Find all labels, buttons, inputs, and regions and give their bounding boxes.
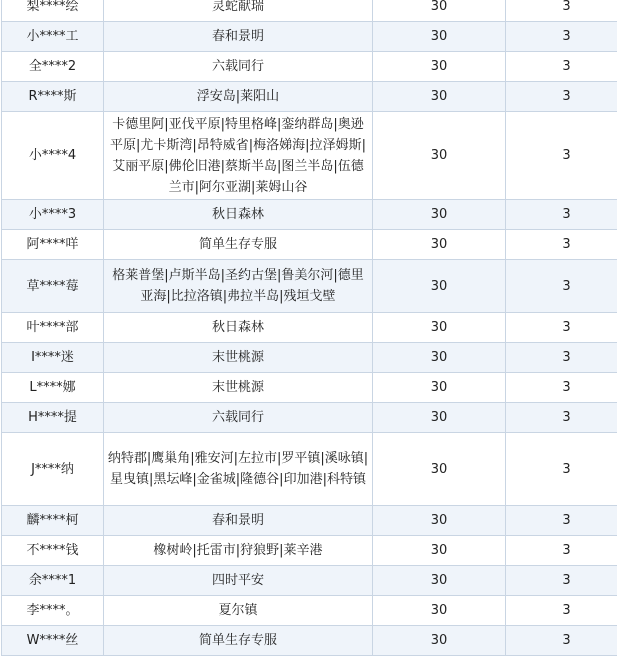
- value-a-cell: 30: [373, 22, 506, 52]
- map-list-cell: 六载同行: [104, 403, 373, 433]
- player-name-cell: 叶****部: [2, 313, 104, 343]
- table-row: [2, 433, 617, 506]
- map-list-cell: 春和景明: [104, 22, 373, 52]
- value-a-cell: 30: [373, 260, 506, 313]
- map-list-cell: 纳特郡|鹰巢角|雅安河|左拉市|罗平镇|溪咏镇|星曳镇|黑坛峰|金雀城|隆德谷|印加港|科特镇: [104, 433, 373, 506]
- value-a-cell: 30: [373, 0, 506, 22]
- value-a-cell: 30: [373, 52, 506, 82]
- player-name-cell: 不****钱: [2, 536, 104, 566]
- map-list-cell: 浮安岛|莱阳山: [104, 82, 373, 112]
- value-b-cell: 3: [506, 536, 617, 566]
- value-b-cell: 3: [506, 506, 617, 536]
- table-row: [2, 403, 617, 433]
- value-a-cell: 30: [373, 230, 506, 260]
- value-b-cell: 3: [506, 566, 617, 596]
- value-b-cell: 3: [506, 596, 617, 626]
- player-name-cell: 草****莓: [2, 260, 104, 313]
- map-list-cell: 夏尔镇: [104, 596, 373, 626]
- value-b-cell: 3: [506, 433, 617, 506]
- map-list-cell: 格莱普堡|卢斯半岛|圣约古堡|鲁美尔河|德里亚海|比拉洛镇|弗拉半岛|残垣戈壁: [104, 260, 373, 313]
- table-row: [2, 506, 617, 536]
- map-list-cell: 末世桃源: [104, 373, 373, 403]
- value-a-cell: 30: [373, 626, 506, 656]
- player-name-cell: 阿****咩: [2, 230, 104, 260]
- value-b-cell: 3: [506, 373, 617, 403]
- table-row: [2, 22, 617, 52]
- table-row: [2, 566, 617, 596]
- value-b-cell: 3: [506, 52, 617, 82]
- value-b-cell: 3: [506, 112, 617, 200]
- value-b-cell: 3: [506, 626, 617, 656]
- player-name-cell: W****丝: [2, 626, 104, 656]
- value-a-cell: 30: [373, 596, 506, 626]
- value-b-cell: 3: [506, 230, 617, 260]
- map-list-cell: 灵蛇献瑞: [104, 0, 373, 22]
- table-row: [2, 626, 617, 656]
- value-b-cell: 3: [506, 82, 617, 112]
- map-list-cell: 四时平安: [104, 566, 373, 596]
- value-b-cell: 3: [506, 313, 617, 343]
- map-list-cell: 简单生存专服: [104, 230, 373, 260]
- value-a-cell: 30: [373, 313, 506, 343]
- value-b-cell: 3: [506, 260, 617, 313]
- player-name-cell: L****娜: [2, 373, 104, 403]
- player-name-cell: 全****2: [2, 52, 104, 82]
- map-list-cell: 末世桃源: [104, 343, 373, 373]
- value-a-cell: 30: [373, 403, 506, 433]
- table-row: [2, 230, 617, 260]
- player-name-cell: 余****1: [2, 566, 104, 596]
- value-b-cell: 3: [506, 22, 617, 52]
- map-list-cell: 橡树岭|托雷市|狩狼野|莱辛港: [104, 536, 373, 566]
- player-name-cell: I****迷: [2, 343, 104, 373]
- map-list-cell: 秋日森林: [104, 313, 373, 343]
- player-name-cell: 麟****柯: [2, 506, 104, 536]
- value-a-cell: 30: [373, 566, 506, 596]
- player-name-cell: 小****3: [2, 200, 104, 230]
- value-b-cell: 3: [506, 403, 617, 433]
- table-row: [2, 52, 617, 82]
- table-row: [2, 313, 617, 343]
- value-a-cell: 30: [373, 343, 506, 373]
- player-name-cell: 小****工: [2, 22, 104, 52]
- reward-table-body: [2, 0, 617, 656]
- map-list-cell: 春和景明: [104, 506, 373, 536]
- value-b-cell: 3: [506, 0, 617, 22]
- table-row: [2, 596, 617, 626]
- value-a-cell: 30: [373, 373, 506, 403]
- table-row: [2, 0, 617, 22]
- map-list-cell: 秋日森林: [104, 200, 373, 230]
- table-row: [2, 260, 617, 313]
- map-list-cell: 六载同行: [104, 52, 373, 82]
- table-row: [2, 373, 617, 403]
- value-b-cell: 3: [506, 343, 617, 373]
- value-a-cell: 30: [373, 506, 506, 536]
- table-row: [2, 82, 617, 112]
- player-name-cell: J****纳: [2, 433, 104, 506]
- table-row: [2, 343, 617, 373]
- value-a-cell: 30: [373, 200, 506, 230]
- table-row: [2, 200, 617, 230]
- value-a-cell: 30: [373, 82, 506, 112]
- value-a-cell: 30: [373, 433, 506, 506]
- map-list-cell: 卡德里阿|亚伐平原|特里格峰|銮纳群岛|奥逊平原|尤卡斯湾|昂特威省|梅洛娣海|拉泽姆斯|艾丽平原|佛伦旧港|蔡斯半岛|图兰半岛|伍德兰市|阿尔亚湖|莱姆山谷: [104, 112, 373, 200]
- reward-table: [1, 0, 617, 656]
- value-a-cell: 30: [373, 112, 506, 200]
- player-name-cell: 李****。: [2, 596, 104, 626]
- table-row: [2, 112, 617, 200]
- player-name-cell: 梨****绘: [2, 0, 104, 22]
- map-list-cell: 简单生存专服: [104, 626, 373, 656]
- player-name-cell: H****提: [2, 403, 104, 433]
- player-name-cell: R****斯: [2, 82, 104, 112]
- value-b-cell: 3: [506, 200, 617, 230]
- table-row: [2, 536, 617, 566]
- player-name-cell: 小****4: [2, 112, 104, 200]
- value-a-cell: 30: [373, 536, 506, 566]
